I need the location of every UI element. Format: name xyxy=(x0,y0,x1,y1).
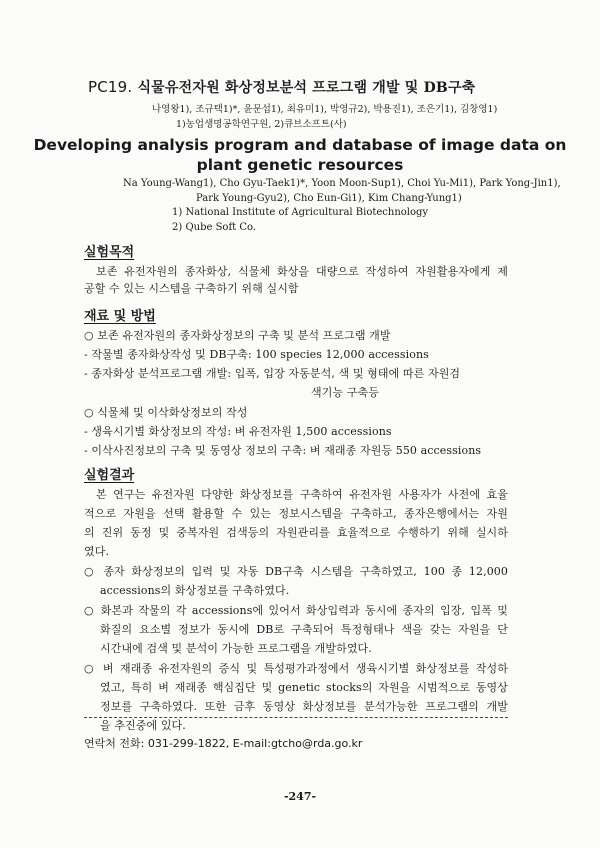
authors-korean: 나영왕1), 조규택1)*, 윤문섭1), 최유미1), 박영규2), 박용진1), 조은기1), 김창영1) xyxy=(152,104,498,115)
methods-item-1: ○ 보존 유전자원의 종자화상정보의 구축 및 분석 프로그램 개발 xyxy=(84,329,391,342)
results-bullet-2-cont-2: 시간내에 검색 및 분석이 가능한 프로그램을 개발하였다. xyxy=(100,642,372,655)
results-line-3: 의 진위 동정 및 중복자원 검색등의 자원관리를 효율적으로 수행하기 위해 실시하 xyxy=(84,526,508,539)
results-bullet-2: ○ 화본과 작물의 각 accessions에 있어서 화상입력과 동시에 종자의 입장, 입폭 및 xyxy=(84,604,508,617)
results-bullet-3: ○ 벼 재래종 유전자원의 증식 및 특성평가과정에서 생육시기별 화상정보를 작성하 xyxy=(84,662,508,675)
methods-item-2: - 작물별 종자화상작성 및 DB구축: 100 species 12,000 accessions xyxy=(84,348,429,361)
results-bullet-3-cont-3: 을 추진중에 있다. xyxy=(100,719,186,732)
results-bullet-3-cont-1: 였고, 특히 벼 재래종 핵심집단 및 genetic stocks의 자원을 시범적으로 동영상 xyxy=(100,681,508,694)
paper-title xyxy=(88,77,475,97)
purpose-line-1: 보존 유전자원의 종자화상, 식물체 화상을 대량으로 작성하여 자원활용자에게 제 xyxy=(96,265,508,278)
methods-item-6: - 이삭사진정보의 구축 및 동영상 정보의 구축: 벼 재래종 자원등 550 accessions xyxy=(84,444,482,457)
page-number: -247- xyxy=(283,790,317,803)
methods-item-3-cont: 색기능 구축등 xyxy=(311,386,379,399)
results-line-1: 본 연구는 유전자원 다양한 화상정보를 구축하여 유전자원 사용자가 사전에 효율 xyxy=(96,488,508,501)
affiliation-english-1: 1) National Institute of Agricultural Biotechnology xyxy=(172,207,429,218)
purpose-line-2: 공할 수 있는 시스템을 구축하기 위해 실시함 xyxy=(84,282,299,295)
contact-info: 연락처 전화: 031-299-1822, E-mail:gtcho@rda.go.kr xyxy=(84,737,363,750)
methods-item-4: ○ 식물체 및 이삭화상정보의 작성 xyxy=(84,406,248,419)
section-heading-methods: 재료 및 방법 xyxy=(84,309,156,324)
results-bullet-3-cont-2: 정보를 구축하였다. 또한 금후 동영상 화상정보를 분석가능한 프로그램의 개발 xyxy=(100,700,508,713)
english-title-line-2: plant genetic resources xyxy=(196,156,404,174)
paper-code: PC19. xyxy=(88,78,133,96)
methods-item-3: - 종자화상 분석프로그램 개발: 입폭, 입장 자동분석, 색 및 형태에 따른 자원검 xyxy=(84,367,461,380)
results-bullet-1-cont: accessions의 화상정보를 구축하였다. xyxy=(100,584,290,597)
results-line-4: 였다. xyxy=(84,545,110,558)
paper-title-text: 식물유전자원 화상정보분석 프로그램 개발 및 DB구축 xyxy=(137,80,476,96)
authors-english-line-2: Park Young-Gyu2), Cho Eun-Gi1), Kim Chang-Yung1) xyxy=(196,193,462,204)
affiliation-english-2: 2) Qube Soft Co. xyxy=(172,222,257,233)
results-line-2: 적으로 자원을 선택 활용할 수 있는 정보시스템을 구축하고, 종자은행에서는 자원 xyxy=(84,507,508,520)
authors-english-line-1: Na Young-Wang1), Cho Gyu-Taek1)*, Yoon Moon-Sup1), Choi Yu-Mi1), Park Yong-Jin1), xyxy=(123,178,561,189)
results-bullet-2-cont-1: 화질의 요소별 정보가 동시에 DB로 구축되어 특정형태나 색을 갖는 자원을 단 xyxy=(100,623,508,636)
dashed-separator xyxy=(84,717,508,718)
section-heading-purpose: 실험목적 xyxy=(84,245,135,260)
results-bullet-1: ○ 종자 화상정보의 입력 및 자동 DB구축 시스템을 구축하였고, 100 종 12,000 xyxy=(84,565,508,578)
english-title-line-1: Developing analysis program and database of image data on xyxy=(33,136,567,154)
section-heading-results: 실험결과 xyxy=(84,468,135,483)
affiliations-korean: 1)농업생명공학연구원, 2)큐브소프트(사) xyxy=(176,119,347,130)
methods-item-5: - 생육시기별 화상정보의 작성: 벼 유전자원 1,500 accessions xyxy=(84,425,392,438)
